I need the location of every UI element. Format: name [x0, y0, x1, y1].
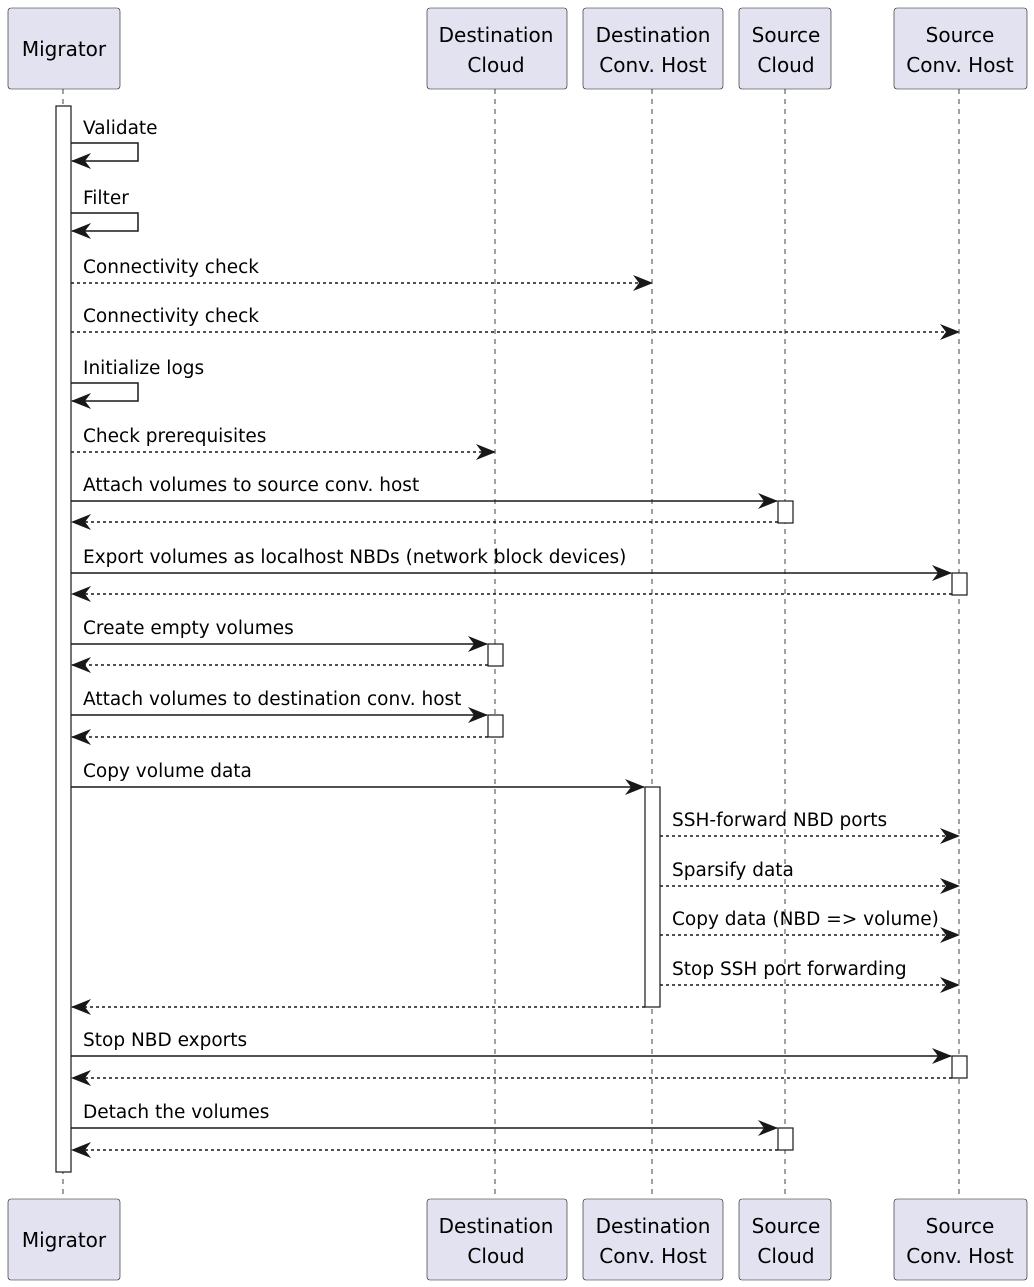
participant-label: Conv. Host — [906, 1244, 1014, 1268]
src-cloud-activation — [778, 1128, 793, 1150]
message-2 — [71, 257, 652, 283]
message-label: Sparsify data — [672, 860, 794, 881]
participant-migrator-bottom — [8, 1199, 120, 1280]
participant-label: Source — [751, 23, 821, 47]
message-22 — [71, 1102, 777, 1128]
message-5 — [71, 426, 495, 452]
participant-label: Cloud — [467, 53, 525, 77]
participant-label: Conv. Host — [599, 53, 707, 77]
participant-label: Conv. Host — [906, 53, 1014, 77]
message-10 — [71, 618, 487, 644]
src-host-activation — [952, 1056, 967, 1078]
participant-label: Migrator — [21, 37, 107, 61]
participant-src-cloud-bottom — [739, 1199, 831, 1280]
message-label: Initialize logs — [83, 358, 205, 379]
message-1 — [71, 188, 138, 231]
message-12 — [71, 689, 487, 715]
message-14 — [71, 761, 644, 787]
message-label: Filter — [83, 188, 129, 209]
participant-label: Migrator — [21, 1228, 107, 1252]
message-label: Stop SSH port forwarding — [672, 959, 907, 980]
message-label: SSH-forward NBD ports — [672, 810, 888, 831]
message-17 — [660, 909, 959, 935]
participant-dest-host-top — [583, 8, 723, 89]
message-label: Connectivity check — [83, 306, 259, 327]
message-label: Export volumes as localhost NBDs (network block devices) — [83, 547, 627, 568]
participant-label: Cloud — [467, 1244, 525, 1268]
participant-dest-cloud-top — [427, 8, 567, 89]
participant-label: Conv. Host — [599, 1244, 707, 1268]
participant-label: Destination — [438, 1214, 554, 1238]
participant-label: Cloud — [757, 1244, 815, 1268]
participant-label: Destination — [595, 23, 711, 47]
message-label: Copy volume data — [83, 761, 252, 782]
self-message-arrow — [71, 213, 138, 231]
dest-cloud-activation — [488, 715, 503, 737]
message-label: Attach volumes to destination conv. host — [83, 689, 462, 710]
dest-host-activation — [645, 787, 660, 1007]
participant-src-cloud-top — [739, 8, 831, 89]
participant-label: Destination — [595, 1214, 711, 1238]
message-20 — [71, 1030, 951, 1056]
message-label: Create empty volumes — [83, 618, 294, 639]
participant-src-host-top — [894, 8, 1027, 89]
message-3 — [71, 306, 959, 332]
self-message-arrow — [71, 143, 138, 161]
participant-label: Source — [751, 1214, 821, 1238]
dest-cloud-activation — [488, 644, 503, 666]
migrator-activation — [56, 106, 71, 1172]
participant-label: Destination — [438, 23, 554, 47]
message-18 — [660, 959, 959, 985]
message-4 — [71, 358, 204, 401]
src-host-activation — [952, 573, 967, 595]
message-label: Attach volumes to source conv. host — [83, 475, 420, 496]
message-label: Detach the volumes — [83, 1102, 270, 1123]
participant-dest-host-bottom — [583, 1199, 723, 1280]
message-label: Validate — [83, 118, 158, 139]
message-15 — [660, 810, 959, 836]
participant-src-host-bottom — [894, 1199, 1027, 1280]
src-cloud-activation — [778, 501, 793, 523]
self-message-arrow — [71, 383, 138, 401]
message-label: Copy data (NBD => volume) — [672, 909, 939, 930]
message-16 — [660, 860, 959, 886]
participant-migrator-top — [8, 8, 120, 89]
message-0 — [71, 118, 158, 161]
message-label: Check prerequisites — [83, 426, 267, 447]
message-6 — [71, 475, 777, 501]
participant-label: Source — [925, 1214, 995, 1238]
message-label: Connectivity check — [83, 257, 259, 278]
participant-dest-cloud-bottom — [427, 1199, 567, 1280]
participant-label: Source — [925, 23, 995, 47]
message-label: Stop NBD exports — [83, 1030, 248, 1051]
participant-label: Cloud — [757, 53, 815, 77]
message-8 — [71, 547, 951, 573]
